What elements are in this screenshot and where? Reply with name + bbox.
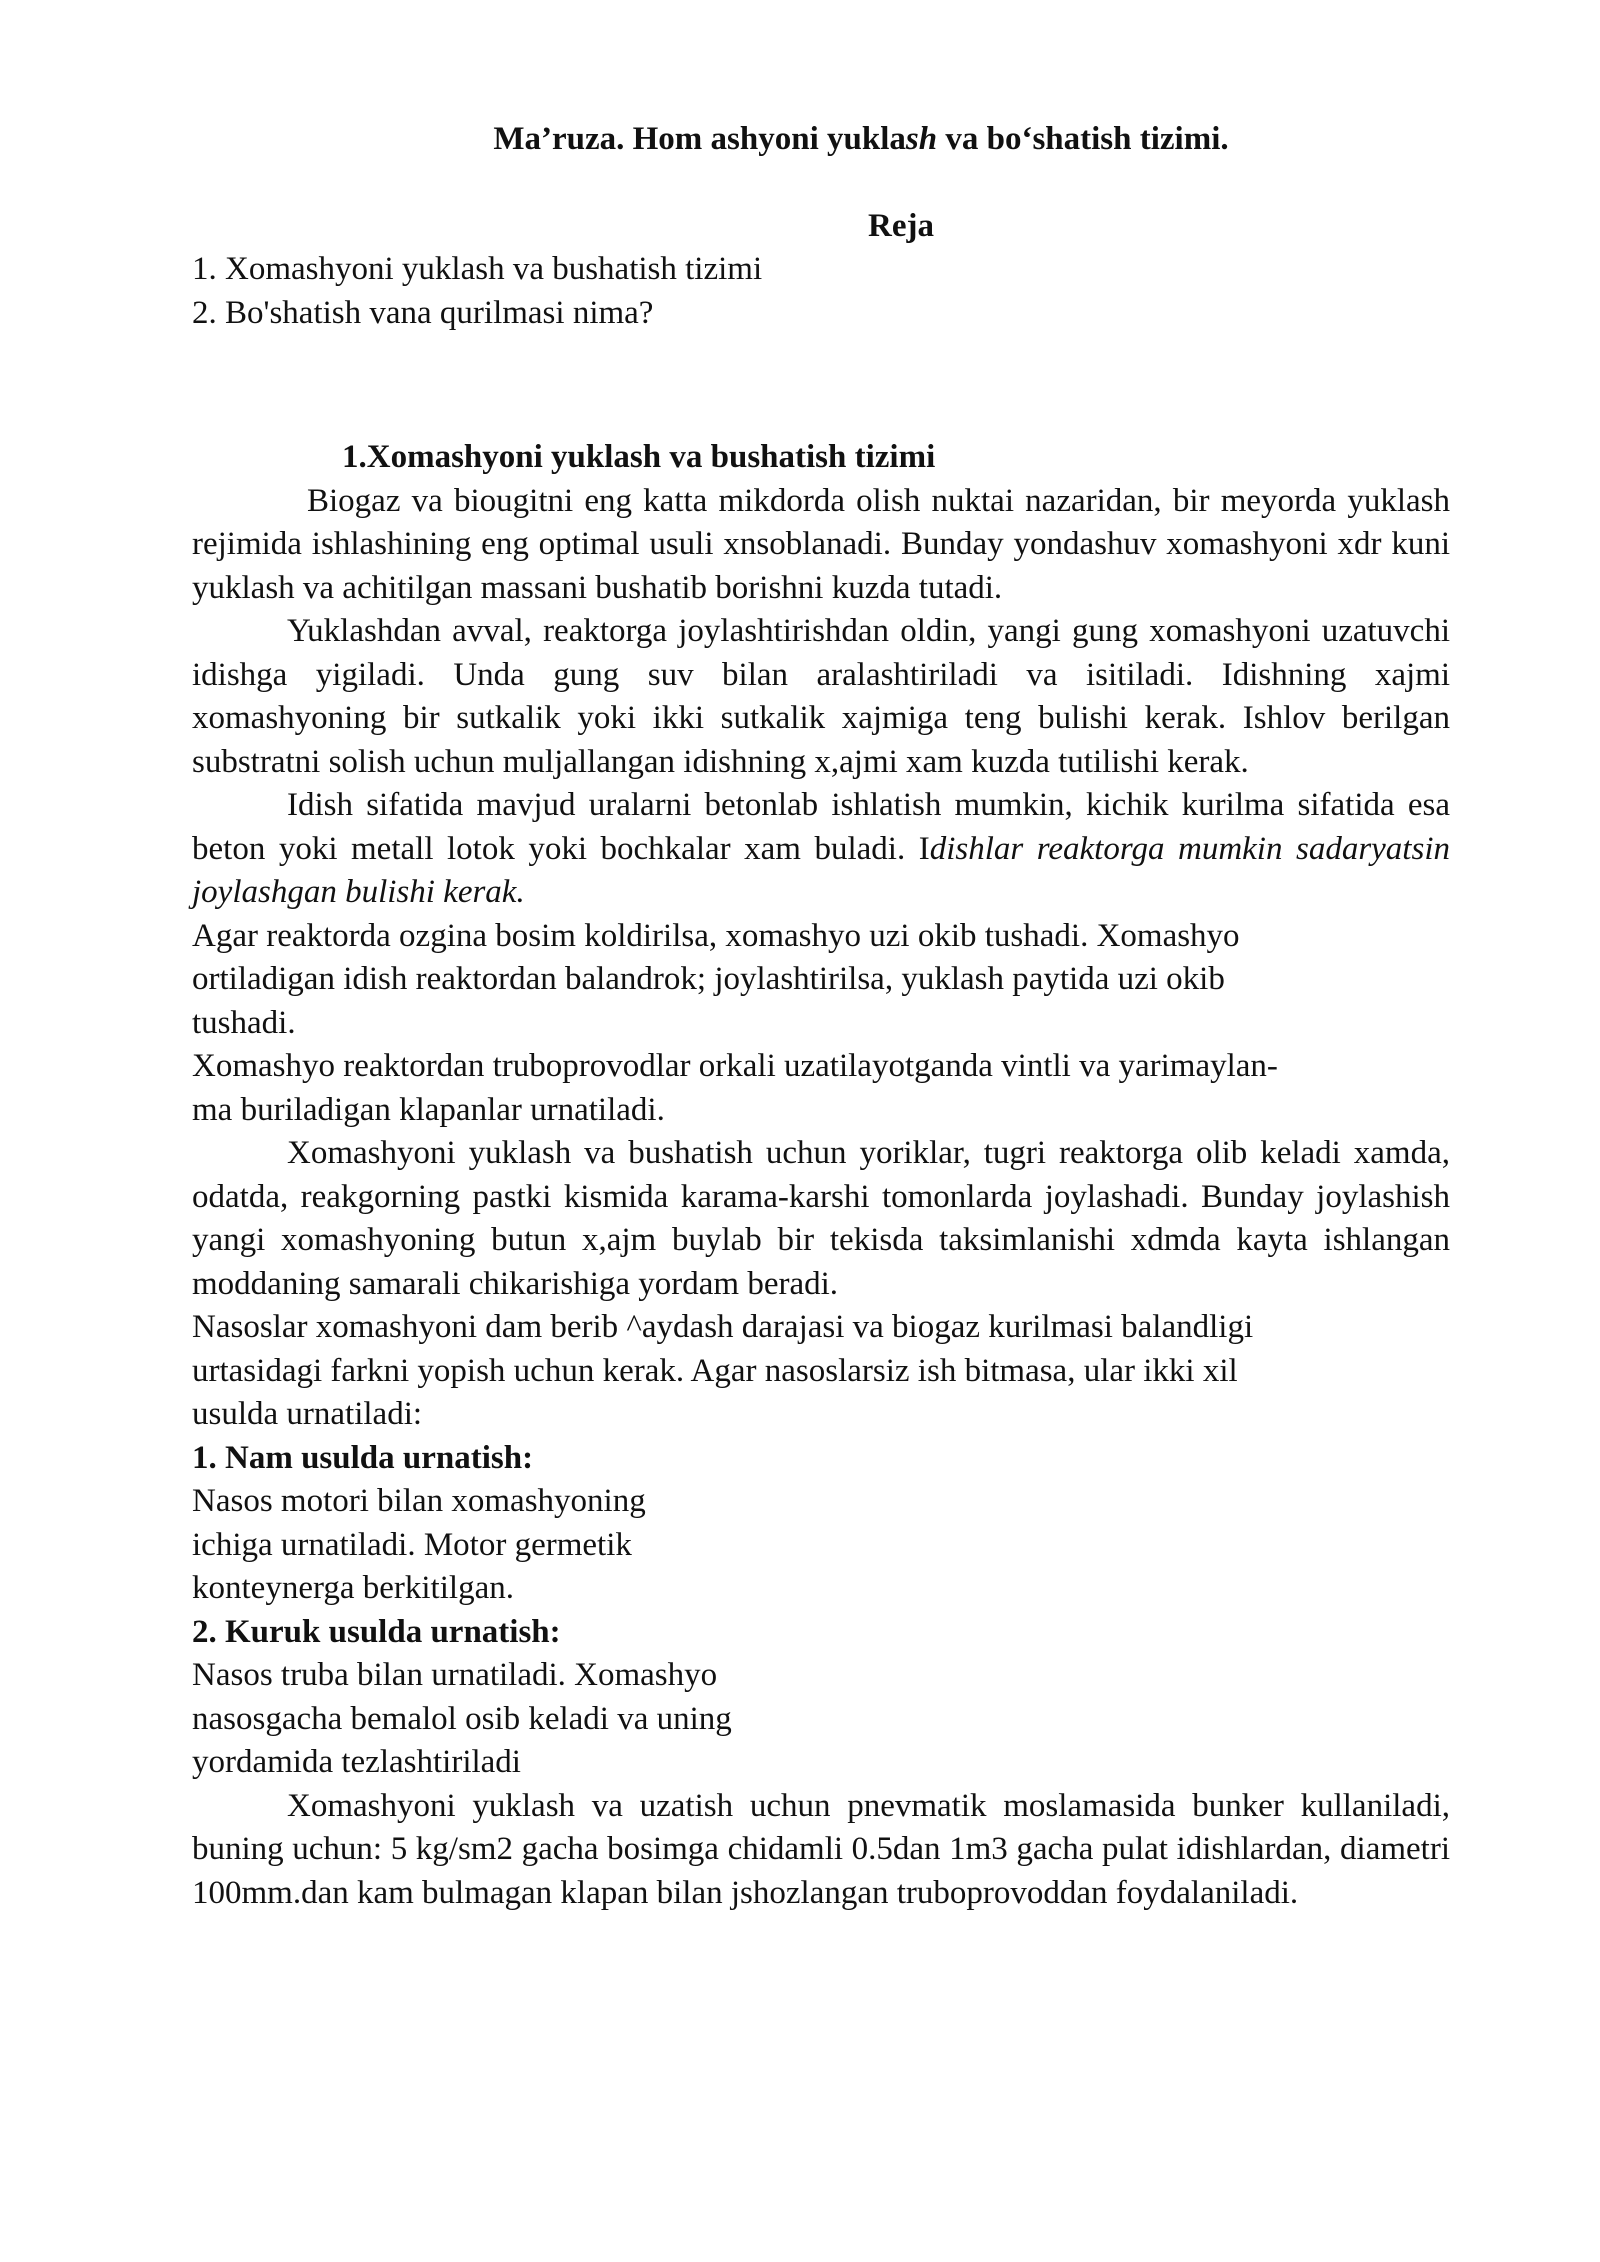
paragraph-7-line: urtasidagi farkni yopish uchun kerak. Agar nasoslarsiz ish bitmasa, ular ikki xil [192,1352,1238,1389]
plan-item: 1. Xomashyoni yuklash va bushatish tizimi [192,251,763,287]
paragraph-5-line: ma buriladigan klapanlar urnatiladi. [192,1091,665,1128]
title-part2: va bo‘shatish tizimi. [937,121,1229,157]
document-page [192,118,1450,1915]
title-part1: Ma’ruza. Hom ashyoni yukla [493,121,906,157]
section-heading: 1.Xomashyoni yuklash va bushatish tizimi [342,439,936,475]
method-1-line: ichiga urnatiladi. Motor germetik [192,1526,632,1563]
paragraph-7-line: usulda urnatiladi: [192,1396,423,1432]
method-1-heading: 1. Nam usulda urnatish: [192,1439,534,1476]
method-2-line: Nasos truba bilan urnatiladi. Xomashyo [192,1657,718,1693]
paragraph-4-line: ortiladigan idish reaktordan balandrok; joylashtirilsa, yuklash paytida uzi okib [192,961,1225,997]
paragraph-7-line: Nasoslar xomashyoni dam berib ^aydash darajasi va biogaz kurilmasi balandligi [192,1309,1254,1345]
plan-list [192,248,1450,335]
method-2-line: nasosgacha bemalol osib keladi va uning [192,1700,732,1737]
plan-item: 2. Bo'shatish vana qurilmasi nima? [192,294,654,331]
plan-heading: Reja [868,207,934,244]
paragraph-8: Xomashyoni yuklash va uzatish uchun pnevmatik moslamasida bunker kullaniladi, buning uchun: 5 kg/sm2 gacha bosimga chidamli 0.5dan 1m3 gacha pulat idishlardan, diametri 100mm.dan kam bulmagan klapan bilan jshozlangan truboprovoddan foydalaniladi. [192,1787,1450,1911]
paragraph-1: Biogaz va biougitni eng katta mikdorda olish nuktai nazaridan, bir meyorda yuklash rejimida ishlashining eng optimal usuli xnsoblanadi. Bunday yondashuv xomashyoni xdr kuni yuklash va achitilgan massani bushatib borishni kuzda tutadi. [192,482,1450,606]
title-italic: sh [905,121,938,157]
paragraph-4-line: tushadi. [192,1004,296,1041]
paragraph-6: Xomashyoni yuklash va bushatish uchun yoriklar, tugri reaktorga olib keladi xamda, odatda, reakgorning pastki kismida karama-karshi tomonlarda joylashadi. Bunday joylashish yangi xomashyoning butun x,ajm buylab bir tekisda taksimlanishi xdmda kayta ishlangan moddaning samarali chikarishiga yordam beradi. [192,1135,1450,1302]
method-1-line: Nasos motori bilan xomashyoning [192,1483,646,1519]
paragraph-3 [192,784,1450,915]
paragraph-2: Yuklashdan avval, reaktorga joylashtirishdan oldin, yangi gung xomashyoni uzatuvchi idishga yigiladi. Unda gung suv bilan aralashtiriladi va isitiladi. Idishning xajmi xomashyoning bir sutkalik yoki ikki sutkalik xajmiga teng bulishi kerak. Ishlov berilgan substratni solish uchun muljallangan idishning x,ajmi xam kuzda tutilishi kerak. [192,613,1450,780]
paragraph-4-line: Agar reaktorda ozgina bosim koldirilsa, xomashyo uzi okib tushadi. Xomashyo [192,917,1240,954]
paragraph-3-italic: dishlar reaktorga mumkin sadaryatsin joylashgan bulishi kerak. [192,830,1450,910]
paragraph-3-text: Idish sifatida mavjud uralarni betonlab ishlatish mumkin, kichik kurilma sifatida esa beton yoki metall lotok yoki bochkalar xam buladi. I [192,787,1450,867]
document-title [192,118,1450,162]
method-1-line: konteynerga berkitilgan. [192,1570,514,1606]
method-2-heading: 2. Kuruk usulda urnatish: [192,1613,561,1650]
paragraph-5-line: Xomashyo reaktordan truboprovodlar orkali uzatilayotganda vintli va yarimaylan- [192,1048,1278,1084]
method-2-line: yordamida tezlashtiriladi [192,1744,521,1780]
